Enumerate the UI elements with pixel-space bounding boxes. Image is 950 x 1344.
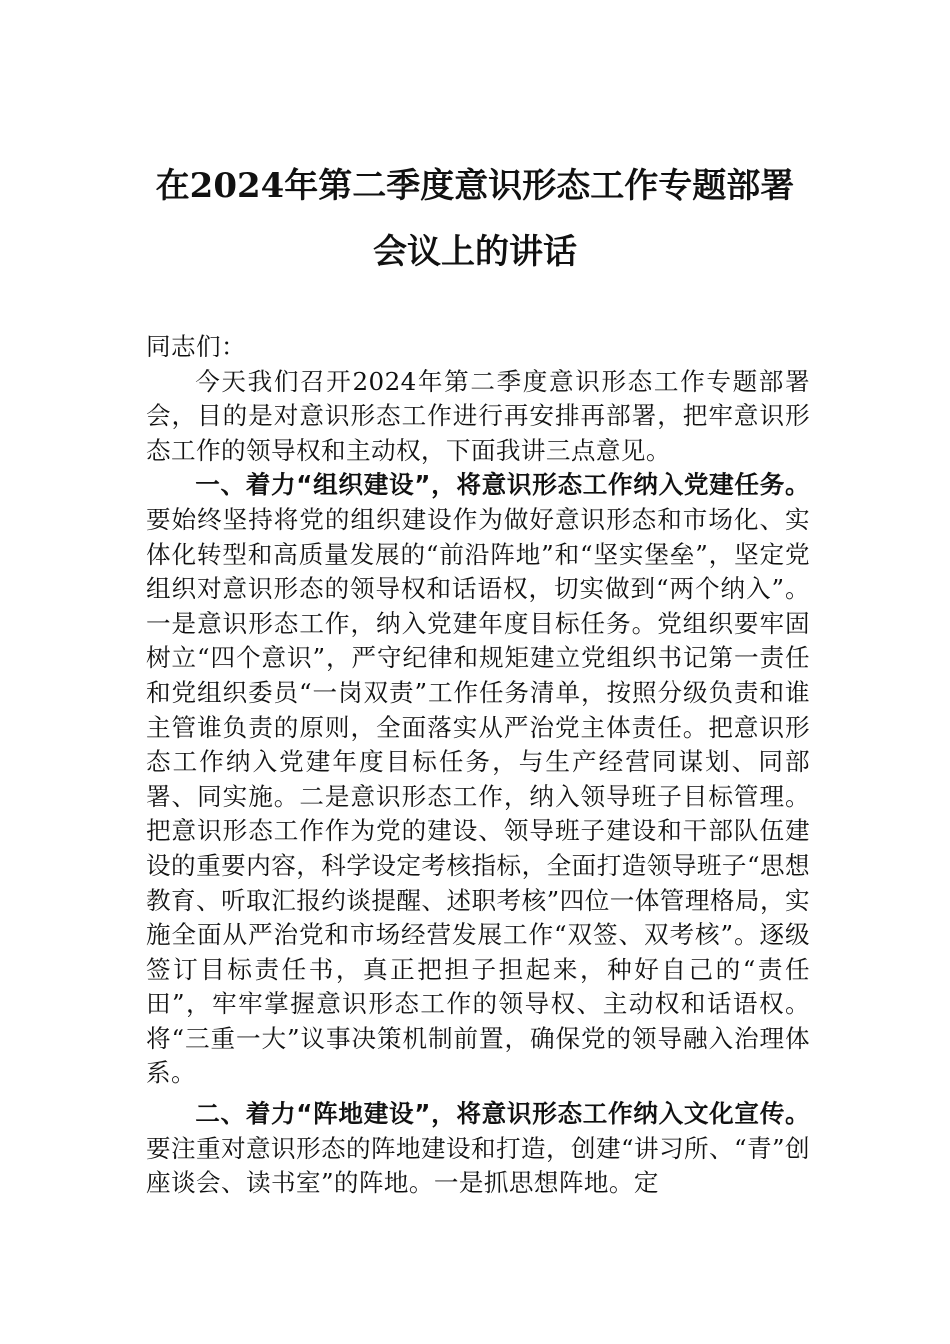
section-1-text: 要始终坚持将党的组织建设作为做好意识形态和市场化、实体化转型和高质量发展的“前沿阵地”和“坚实堡垒”，坚定党组织对意识形态的领导权和话语权，切实做到“两个纳入”。一是意识形态工作，纳入党建年度目标任务。党组织要牢固树立“四个意识”，严守纪律和规矩建立党组织书记第一责任和党组织委员“一岗双责”工作任务清单，按照分级负责和谁主管谁负责的原则，全面落实从严治党主体责任。把意识形态工作纳入党建年度目标任务，与生产经营同谋划、同部署、同实施。二是意识形态工作，纳入领导班子目标管理。把意识形态工作作为党的建设、领导班子建设和干部队伍建设的重要内容，科学设定考核指标，全面打造领导班子“思想教育、听取汇报约谈提醒、述职考核”四位一体管理格局，实施全面从严治党和市场经营发展工作“双签、双考核”。逐级签订目标责任书，真正把担子担起来，种好自己的“责任田”，牢牢掌握意识形态工作的领导权、主动权和话语权。将“三重一大”议事决策机制前置，确保党的领导融入治理体系。 xyxy=(146,504,810,1088)
document-body xyxy=(146,330,810,1201)
section-2-heading: 二、着力“阵地建设”，将意识形态工作纳入文化宣传。 xyxy=(195,1099,810,1129)
document-title-line-2: 会议上的讲话 xyxy=(373,232,577,272)
section-2-paragraph xyxy=(146,1097,810,1201)
section-1-heading: 一、着力“组织建设”，将意识形态工作纳入党建任务。 xyxy=(195,470,810,500)
section-1-paragraph xyxy=(146,468,810,1091)
salutation: 同志们： xyxy=(146,332,246,361)
document-title-line-1: 在2024年第二季度意识形态工作专题部署 xyxy=(155,166,795,206)
intro-paragraph: 今天我们召开2024年第二季度意识形态工作专题部署会，目的是对意识形态工作进行再安排再部署，把牢意识形态工作的领导权和主动权，下面我讲三点意见。 xyxy=(146,366,810,465)
section-2-text: 要注重对意识形态的阵地建设和打造，创建“讲习所、“青”创座谈会、读书室”的阵地。一是抓思想阵地。定 xyxy=(146,1133,810,1198)
